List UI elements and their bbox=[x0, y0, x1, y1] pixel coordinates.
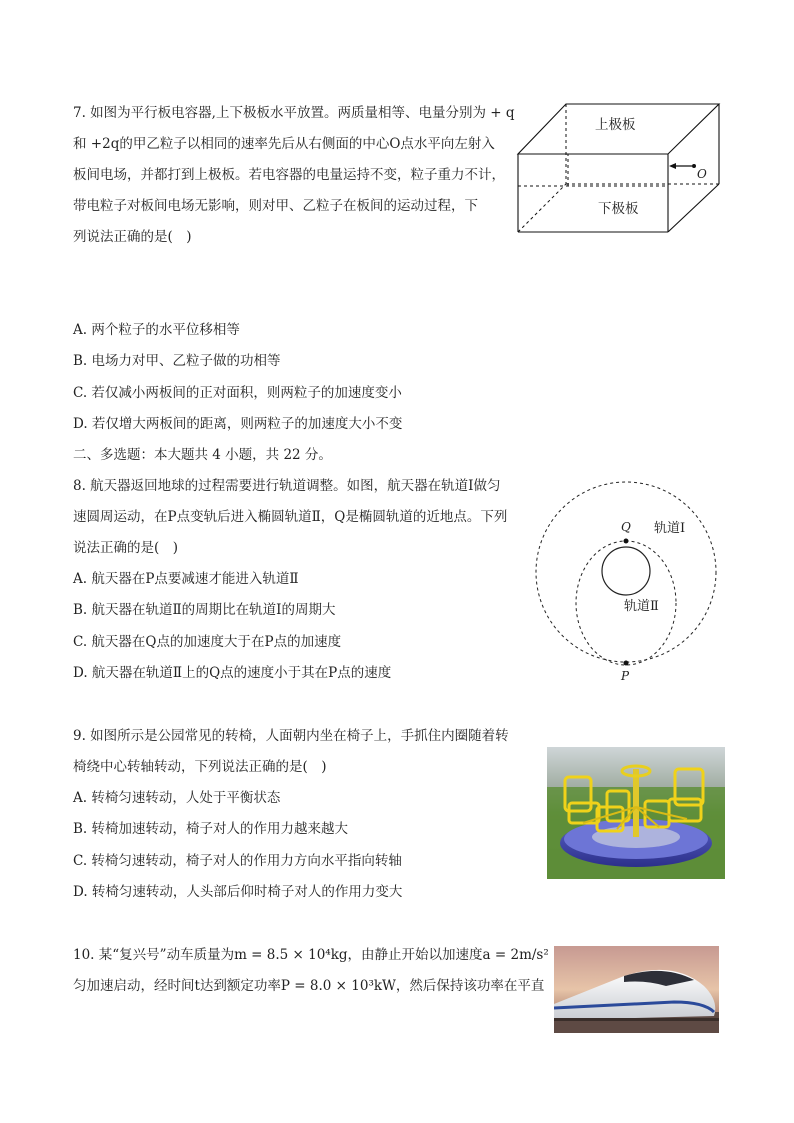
q9-option-c: C. 转椅匀速转动，椅子对人的作用力方向水平指向转轴 bbox=[73, 853, 402, 869]
merry-go-round-photo bbox=[547, 747, 725, 879]
q-label: Q bbox=[621, 520, 631, 534]
orbit-figure bbox=[532, 470, 722, 685]
q7-line-2: 和 +2q的甲乙粒子以相同的速率先后从右侧面的中心O点水平向左射入 bbox=[73, 136, 495, 152]
section-heading-text: 二、多选题：本大题共 4 小题，共 22 分。 bbox=[73, 447, 332, 463]
q7-line-3: 板间电场，并都打到上极板。若电容器的电量运持不变，粒子重力不计， bbox=[73, 167, 505, 183]
q8-line-3: 说法正确的是( ) bbox=[73, 540, 179, 556]
q7-line-1: 7. 如图为平行板电容器,上下极板水平放置。两质量相等、电量分别为 + q bbox=[73, 105, 515, 121]
q8-option-d: D. 航天器在轨道Ⅱ上的Q点的速度小于其在P点的速度 bbox=[73, 665, 392, 681]
q7-line-4: 带电粒子对板间电场无影响，则对甲、乙粒子在板间的运动过程，下 bbox=[73, 198, 478, 214]
q7-option-a: A. 两个粒子的水平位移相等 bbox=[73, 322, 240, 338]
top-plate-label: 上极板 bbox=[595, 117, 636, 133]
q8-option-c: C. 航天器在Q点的加速度大于在P点的加速度 bbox=[73, 634, 342, 650]
q9-option-b: B. 转椅加速转动，椅子对人的作用力越来越大 bbox=[73, 821, 349, 837]
q8-option-b: B. 航天器在轨道Ⅱ的周期比在轨道Ⅰ的周期大 bbox=[73, 602, 336, 618]
q9-option-d: D. 转椅匀速转动，人头部后仰时椅子对人的作用力变大 bbox=[73, 884, 403, 900]
point-p bbox=[624, 661, 629, 666]
q8-line-1: 8. 航天器返回地球的过程需要进行轨道调整。如图，航天器在轨道Ⅰ做匀 bbox=[73, 478, 501, 494]
q7-line-5: 列说法正确的是( ) bbox=[73, 229, 192, 245]
capacitor-figure bbox=[516, 102, 722, 236]
bottom-plate-label: 下极板 bbox=[598, 201, 639, 217]
q8-option-a: A. 航天器在P点要减速才能进入轨道Ⅱ bbox=[73, 571, 299, 587]
orbit-2-label: 轨道Ⅱ bbox=[624, 599, 659, 614]
point-o-label: O bbox=[697, 167, 707, 181]
q10-line-2: 匀加速启动，经时间t达到额定功率P = 8.0 × 10³kW，然后保持该功率在平直 bbox=[73, 978, 545, 994]
q7-option-b: B. 电场力对甲、乙粒子做的功相等 bbox=[73, 353, 281, 369]
earth-circle bbox=[602, 547, 650, 595]
q10-line-1: 10. 某“复兴号”动车质量为m = 8.5 × 10⁴kg，由静止开始以加速度a = 2m/s² bbox=[73, 947, 549, 963]
point-q bbox=[624, 539, 629, 544]
q9-line-2: 椅绕中心转轴转动，下列说法正确的是( ) bbox=[73, 759, 327, 775]
orbit-1-circle bbox=[536, 482, 716, 662]
q8-line-2: 速圆周运动，在P点变轨后进入椭圆轨道Ⅱ，Q是椭圆轨道的近地点。下列 bbox=[73, 509, 508, 525]
p-label: P bbox=[621, 669, 630, 683]
high-speed-train-photo bbox=[554, 946, 719, 1033]
section-heading bbox=[73, 446, 332, 464]
q7-option-c: C. 若仅减小两板间的正对面积，则两粒子的加速度变小 bbox=[73, 385, 402, 401]
orbit-1-label: 轨道Ⅰ bbox=[654, 521, 686, 536]
q9-option-a: A. 转椅匀速转动，人处于平衡状态 bbox=[73, 790, 281, 806]
q9-line-1: 9. 如图所示是公园常见的转椅，人面朝内坐在椅子上，手抓住内圈随着转 bbox=[73, 728, 509, 744]
q7-option-d: D. 若仅增大两板间的距离，则两粒子的加速度大小不变 bbox=[73, 416, 403, 432]
